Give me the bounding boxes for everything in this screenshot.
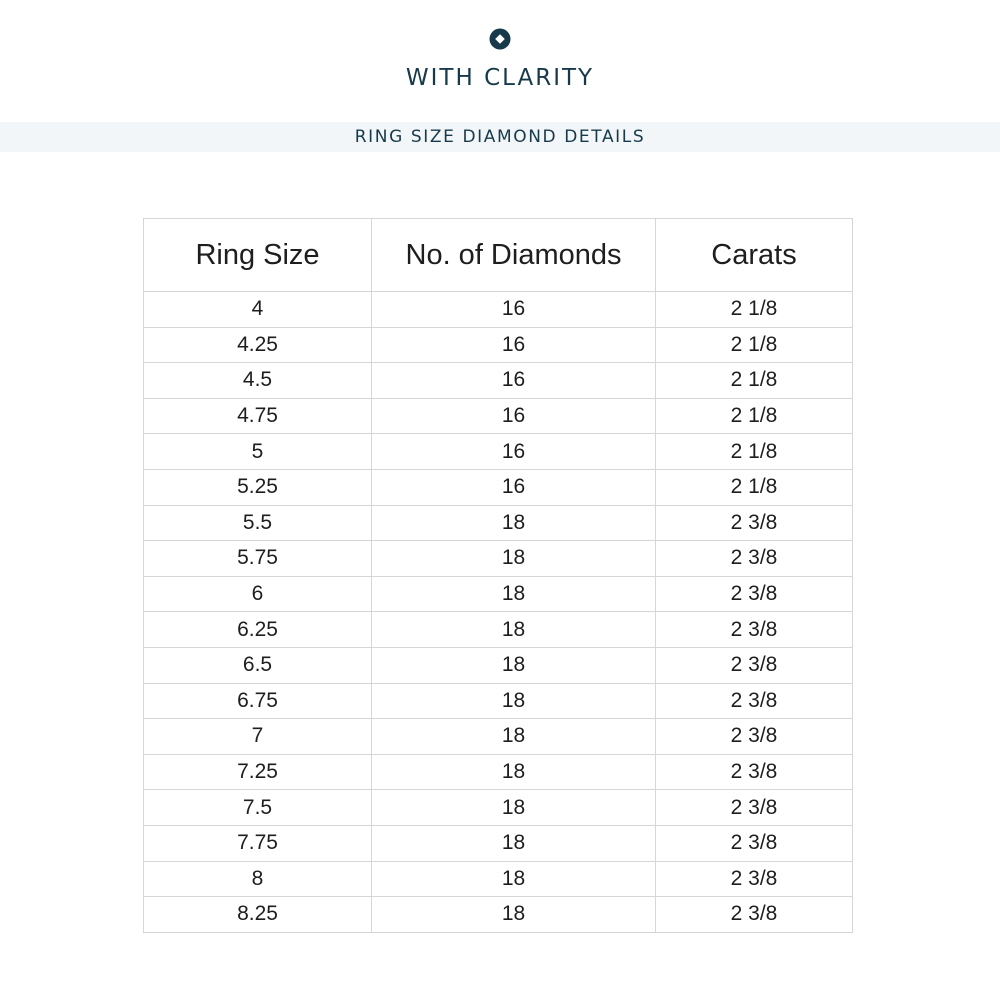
carats-cell: 2 3/8 xyxy=(656,790,853,826)
section-banner xyxy=(0,122,1000,152)
table-header-row xyxy=(144,219,853,292)
carats-cell: 2 3/8 xyxy=(656,576,853,612)
carats-cell: 2 3/8 xyxy=(656,861,853,897)
diamond-count-cell: 18 xyxy=(372,825,656,861)
diamond-count-cell: 18 xyxy=(372,683,656,719)
diamond-count-cell: 18 xyxy=(372,576,656,612)
carats-cell: 2 3/8 xyxy=(656,505,853,541)
table-row xyxy=(144,505,853,541)
diamond-circle-icon xyxy=(489,28,511,50)
ring-size-cell: 4 xyxy=(144,292,372,328)
carats-cell: 2 1/8 xyxy=(656,469,853,505)
carats-cell: 2 3/8 xyxy=(656,754,853,790)
diamond-count-cell: 18 xyxy=(372,541,656,577)
carats-cell: 2 3/8 xyxy=(656,825,853,861)
carats-cell: 2 1/8 xyxy=(656,363,853,399)
ring-size-cell: 8.25 xyxy=(144,897,372,933)
column-header-ring-size: Ring Size xyxy=(144,219,372,292)
ring-size-cell: 5.25 xyxy=(144,469,372,505)
diamond-count-cell: 16 xyxy=(372,363,656,399)
ring-size-table-container xyxy=(143,218,852,933)
table-row xyxy=(144,897,853,933)
ring-size-table xyxy=(143,218,853,933)
diamond-count-cell: 18 xyxy=(372,790,656,826)
table-row xyxy=(144,576,853,612)
carats-cell: 2 3/8 xyxy=(656,897,853,933)
ring-size-cell: 6 xyxy=(144,576,372,612)
column-header-carats: Carats xyxy=(656,219,853,292)
table-row xyxy=(144,683,853,719)
ring-size-cell: 6.75 xyxy=(144,683,372,719)
diamond-count-cell: 18 xyxy=(372,897,656,933)
table-row xyxy=(144,469,853,505)
diamond-count-cell: 18 xyxy=(372,719,656,755)
ring-size-cell: 7.5 xyxy=(144,790,372,826)
table-row xyxy=(144,647,853,683)
table-row xyxy=(144,363,853,399)
table-row xyxy=(144,825,853,861)
ring-size-cell: 7.75 xyxy=(144,825,372,861)
table-row xyxy=(144,398,853,434)
table-row xyxy=(144,434,853,470)
ring-size-cell: 4.75 xyxy=(144,398,372,434)
carats-cell: 2 1/8 xyxy=(656,398,853,434)
ring-size-cell: 5.5 xyxy=(144,505,372,541)
table-row xyxy=(144,292,853,328)
diamond-count-cell: 16 xyxy=(372,292,656,328)
diamond-count-cell: 16 xyxy=(372,434,656,470)
diamond-count-cell: 16 xyxy=(372,327,656,363)
ring-size-cell: 5 xyxy=(144,434,372,470)
carats-cell: 2 3/8 xyxy=(656,612,853,648)
carats-cell: 2 3/8 xyxy=(656,683,853,719)
diamond-count-cell: 18 xyxy=(372,647,656,683)
diamond-count-cell: 18 xyxy=(372,754,656,790)
page-title: RING SIZE DIAMOND DETAILS xyxy=(354,127,646,147)
ring-size-cell: 7.25 xyxy=(144,754,372,790)
table-row xyxy=(144,754,853,790)
diamond-count-cell: 18 xyxy=(372,612,656,648)
carats-cell: 2 3/8 xyxy=(656,541,853,577)
diamond-count-cell: 18 xyxy=(372,861,656,897)
ring-size-cell: 5.75 xyxy=(144,541,372,577)
carats-cell: 2 3/8 xyxy=(656,719,853,755)
carats-cell: 2 3/8 xyxy=(656,647,853,683)
ring-size-cell: 4.5 xyxy=(144,363,372,399)
carats-cell: 2 1/8 xyxy=(656,327,853,363)
brand-name: WITH CLARITY xyxy=(405,65,595,91)
diamond-count-cell: 18 xyxy=(372,505,656,541)
table-row xyxy=(144,719,853,755)
table-row xyxy=(144,612,853,648)
ring-size-cell: 6.25 xyxy=(144,612,372,648)
diamond-count-cell: 16 xyxy=(372,469,656,505)
table-row xyxy=(144,861,853,897)
column-header-no-of-diamonds: No. of Diamonds xyxy=(372,219,656,292)
ring-size-cell: 4.25 xyxy=(144,327,372,363)
table-row xyxy=(144,541,853,577)
table-row xyxy=(144,790,853,826)
diamond-count-cell: 16 xyxy=(372,398,656,434)
ring-size-cell: 6.5 xyxy=(144,647,372,683)
ring-size-cell: 8 xyxy=(144,861,372,897)
table-row xyxy=(144,327,853,363)
ring-size-cell: 7 xyxy=(144,719,372,755)
carats-cell: 2 1/8 xyxy=(656,434,853,470)
carats-cell: 2 1/8 xyxy=(656,292,853,328)
